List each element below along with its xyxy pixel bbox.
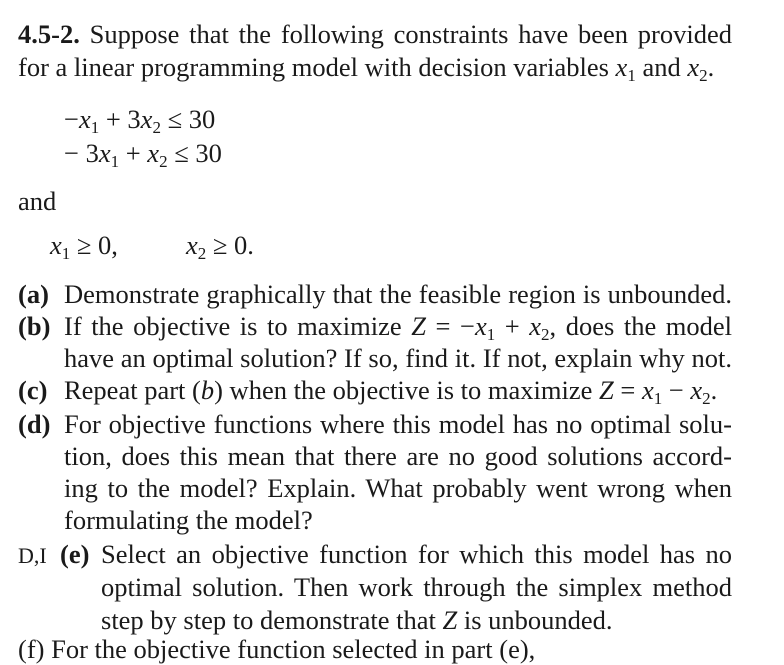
part-b-line-1-pre: If the objective is to maximize [64,311,412,341]
constraint-1-var-1: x [78,104,91,134]
part-c-x2: x [690,375,703,405]
constraint-2-var-1: x [98,138,111,168]
part-a-label [18,278,49,310]
part-b-label [18,310,50,342]
part-d-label-text: (d) [18,409,51,439]
constraint-2-lead: − 3 [64,138,99,168]
nonneg-var-2: x [186,230,198,260]
part-c-pre: Repeat part ( [64,375,201,405]
constraint-2-var-1-subscript: 1 [110,152,120,171]
part-e-line-3-pre: step by step to demonstrate that [101,605,443,635]
part-e-label-text: (e) [60,539,90,569]
part-e-objective-z: Z [442,605,458,635]
constraint-2-relation: ≤ 30 [167,138,222,168]
problem-intro-line-1 [18,18,732,50]
part-c-objective-z: Z [598,375,614,405]
constraint-2-var-2-subscript: 2 [159,152,168,171]
nonneg-relation-1: ≥ 0, [70,230,118,260]
decision-variable-1-subscript: 1 [627,66,636,85]
problem-intro-line-2 [18,51,714,92]
problem-number: 4.5-2. [18,19,80,49]
part-b-x1-subscript: 1 [486,325,496,344]
part-a-text: Demonstrate graphically that the feasible region is unbounded. [64,279,732,309]
nonnegativity-x2 [186,229,254,270]
nonneg-relation-2: ≥ 0. [206,230,254,260]
part-e-line-3-post: is unbounded. [457,605,613,635]
decision-variable-2-subscript: 2 [699,66,708,85]
part-c-label-text: (c) [18,375,48,405]
problem-intro-text-2: for a linear programming model with decision variables [18,52,616,82]
part-e-line-3 [101,604,613,636]
part-d-line-1: For objective functions where this model has no optimal solu- [64,409,732,439]
part-e-label [60,538,89,570]
constraint-1-var-2: x [140,104,153,134]
part-a-label-text: (a) [18,279,49,309]
intro-period: . [707,52,715,82]
part-b-plus: + [495,311,530,341]
part-e-line-2: optimal solution. Then work through the simplex method [101,572,732,602]
part-c-equals: = [613,375,642,405]
constraint-2-operator: + [119,138,148,168]
part-b-equals: = − [425,311,475,341]
decision-variable-2: x [687,52,700,82]
constraint-1-lead: − [64,104,79,134]
problem-intro-text-1: Suppose that the following constraints have been provided [89,19,732,49]
and-connector: and [635,52,688,82]
part-d-line-2: tion, does this mean that there are no good solutions accord- [64,441,732,471]
part-b-line-1-post: , does the model [549,311,733,341]
part-d-label [18,408,50,440]
part-c-x2-subscript: 2 [702,389,711,408]
constraint-1-operator: + 3 [99,104,141,134]
part-b-label-text: (b) [18,311,51,341]
constraint-2 [64,137,222,178]
nonneg-var-1-subscript: 1 [61,244,71,263]
part-c-period: . [710,375,718,405]
decision-variable-1: x [615,52,628,82]
part-c-x1-subscript: 1 [653,389,663,408]
part-c-mid: ) when the objective is to maximize [214,375,599,405]
part-c-ref: b [200,375,215,405]
part-b-x2: x [529,311,542,341]
part-d-line-4: formulating the model? [64,505,313,535]
part-d-line-3: ing to the model? Explain. What probably went wrong when [64,473,732,503]
nonneg-var-1: x [50,230,62,260]
constraint-2-var-2: x [147,138,160,168]
part-b-x2-subscript: 2 [541,325,550,344]
and-label: and [18,186,57,216]
constraint-1-var-1-subscript: 1 [90,118,100,137]
part-e-tag: D,I [18,543,47,568]
part-f-cutoff-line: (f) For the objective function selected in part (e), [18,634,536,664]
part-b-objective-z: Z [411,311,426,341]
nonneg-var-2-subscript: 2 [197,244,207,263]
part-c-x1: x [641,375,654,405]
part-e-line-1: Select an objective function for which this model has no [101,539,732,569]
part-c-minus: − [662,375,691,405]
part-b-line-2: have an optimal solution? If so, find it. If not, explain why not. [64,343,732,373]
nonnegativity-x1 [50,229,118,270]
constraint-1-relation: ≤ 30 [160,104,216,134]
part-c-label [18,374,47,406]
constraint-1-var-2-subscript: 2 [152,118,161,137]
part-b-x1: x [474,311,487,341]
